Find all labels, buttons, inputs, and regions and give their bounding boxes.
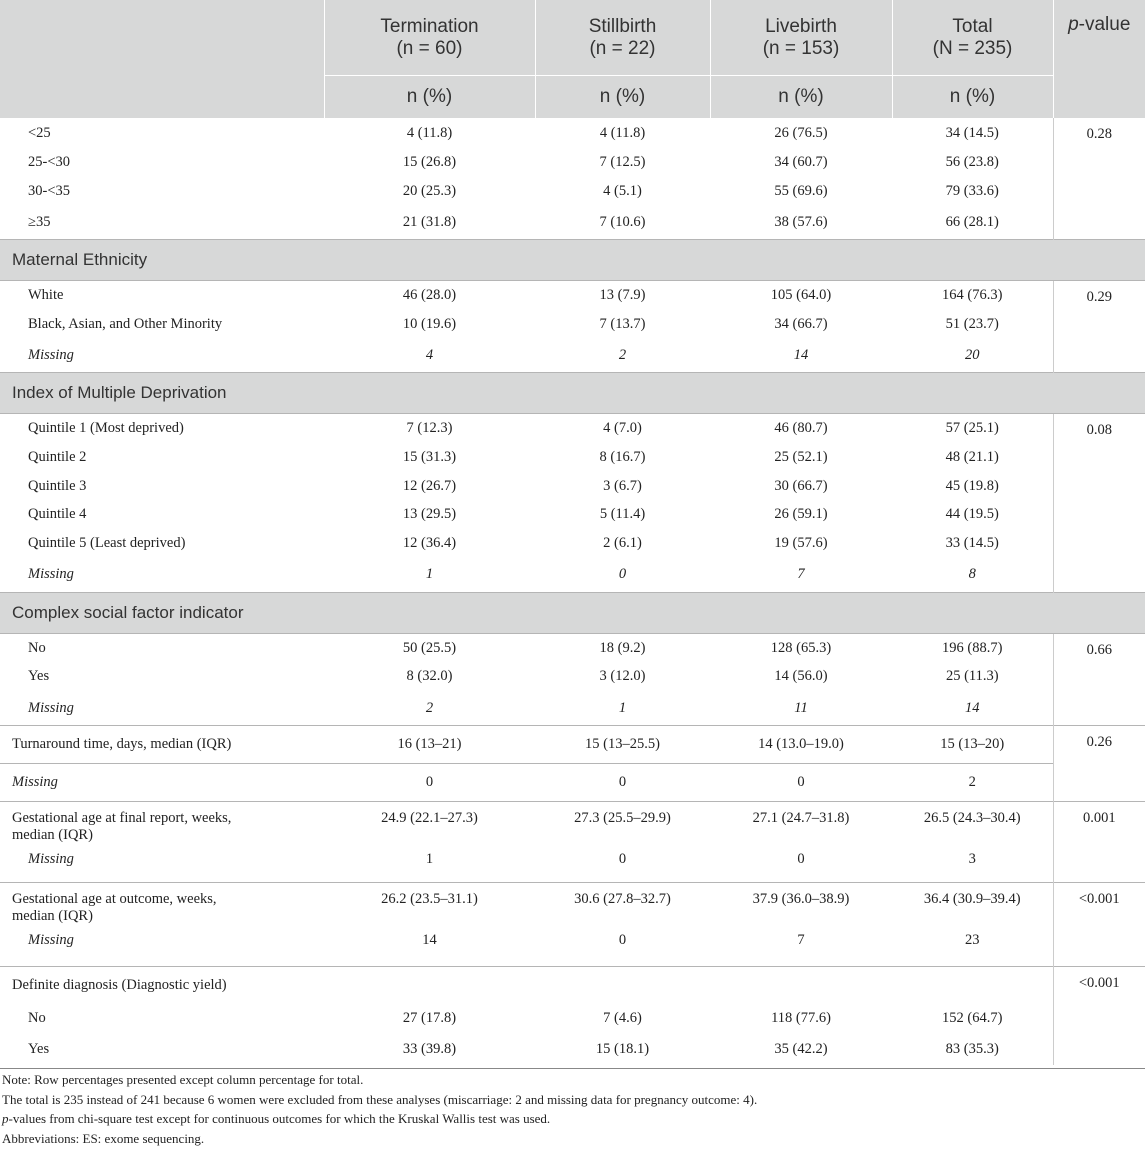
row-label-line: median (IQR) [12, 826, 93, 843]
col-name: Stillbirth [588, 15, 657, 37]
table-row [0, 281, 1145, 310]
table-row [0, 501, 1145, 530]
col-header-pvalue [1053, 0, 1145, 118]
col-unit: n (%) [710, 76, 892, 119]
cell: 26.2 (23.5–31.1) [324, 882, 535, 930]
cell: 34 (14.5) [945, 124, 999, 141]
table-row-missing [0, 691, 1145, 725]
col-unit: n (%) [892, 76, 1053, 119]
cell: 18 (9.2) [599, 639, 646, 656]
cell: 20 [965, 346, 980, 363]
cell: 164 (76.3) [942, 286, 1003, 303]
row-label-line: Gestational age at final report, weeks, [12, 809, 232, 826]
cell: 7 [797, 932, 805, 949]
pvalue-suffix: -value [1078, 14, 1131, 35]
table-row [0, 472, 1145, 501]
cell: 33 (39.8) [402, 1040, 457, 1057]
cell: 83 (35.3) [945, 1040, 999, 1057]
table-row [0, 414, 1145, 443]
table-row-missing [0, 763, 1145, 801]
footnote-text: -values from chi-square test except for continuous outcomes for which the Kruskal Wallis test was used. [8, 1111, 551, 1126]
table-row [0, 177, 1145, 206]
cell: 0 [324, 763, 535, 801]
col-header-termination [324, 0, 535, 76]
cell: 14 (13.0–19.0) [710, 725, 892, 763]
pvalue-cell: 0.26 [1053, 725, 1145, 801]
cell: 38 (57.6) [774, 213, 828, 230]
section-header-ethnicity [0, 240, 1145, 281]
col-unit: n (%) [324, 76, 535, 119]
cell: 27 (17.8) [402, 1010, 457, 1027]
row-label: Missing [28, 699, 74, 716]
pvalue-cell: 0.001 [1053, 801, 1145, 882]
row-label: ≥35 [28, 213, 51, 230]
pvalue-cell: <0.001 [1053, 966, 1145, 1065]
col-header-stillbirth [535, 0, 710, 76]
section-header-social [0, 592, 1145, 633]
cell: 8 [968, 566, 976, 583]
table-footnotes [0, 1068, 1145, 1148]
cell: 46 (80.7) [774, 420, 828, 437]
cell: 2 [425, 699, 434, 716]
col-header-total [892, 0, 1053, 76]
row-label: Quintile 2 [28, 448, 87, 465]
cell: 33 (14.5) [945, 535, 999, 552]
table-row [0, 206, 1145, 240]
cell: 0 [797, 851, 805, 868]
cell: 79 (33.6) [945, 182, 999, 199]
cell: 26 (59.1) [774, 506, 828, 523]
table-row [0, 633, 1145, 662]
row-label: Missing [28, 566, 74, 583]
pvalue-p: p [1068, 14, 1079, 35]
empty-cell [892, 966, 1053, 1004]
cell: 0 [710, 763, 892, 801]
section-header-imd [0, 373, 1145, 414]
table-row-missing [0, 339, 1145, 373]
row-label: Missing [0, 763, 324, 801]
cell: 0 [618, 851, 627, 868]
cell: 7 (10.6) [599, 213, 646, 230]
cell: 48 (21.1) [945, 448, 999, 465]
cell: 10 (19.6) [402, 315, 457, 332]
cell: 14 [793, 346, 809, 363]
row-label: Missing [28, 851, 74, 868]
cell: 4 (11.8) [406, 124, 453, 141]
table-row [0, 310, 1145, 339]
cell: 8 (32.0) [406, 668, 453, 685]
cell: 27.1 (24.7–31.8) [710, 801, 892, 849]
row-label [0, 882, 324, 930]
cell: 57 (25.1) [945, 420, 999, 437]
cell: 1 [425, 566, 434, 583]
cell: 15 (26.8) [402, 153, 457, 170]
col-header-livebirth [710, 0, 892, 76]
section-title: Index of Multiple Deprivation [0, 373, 1145, 414]
cell: 11 [794, 699, 808, 716]
cell: 7 (4.6) [603, 1010, 642, 1027]
cell: 25 (11.3) [945, 668, 999, 685]
col-n: (N = 235) [932, 37, 1013, 59]
cell: 3 (12.0) [599, 668, 646, 685]
empty-cell [324, 966, 535, 1004]
header-row [0, 0, 1145, 76]
table-row-turnaround [0, 725, 1145, 763]
cell: 37.9 (36.0–38.9) [710, 882, 892, 930]
cell: 105 (64.0) [770, 286, 832, 303]
cell: 14 [422, 932, 437, 949]
col-name: Total [952, 15, 993, 37]
cell: 23 [965, 932, 980, 949]
cell: 56 (23.8) [945, 153, 999, 170]
footnote: The total is 235 instead of 241 because 6 women were excluded from these analyses (miscarriage: 2 and missing data for pregnancy outcome: 4). [2, 1091, 758, 1107]
cell: 7 [797, 566, 805, 583]
cell: 14 [965, 699, 980, 716]
cell: 7 (12.5) [599, 153, 646, 170]
row-label: Yes [28, 1040, 50, 1057]
cell: 0 [618, 566, 627, 583]
col-unit: n (%) [535, 76, 710, 119]
table-row [0, 1033, 1145, 1065]
cell: 30 (66.7) [774, 477, 828, 494]
cell: 14 (56.0) [774, 668, 828, 685]
row-label: Quintile 5 (Least deprived) [28, 535, 186, 552]
section-title: Complex social factor indicator [0, 592, 1145, 633]
cell: 128 (65.3) [770, 639, 832, 656]
row-label: White [28, 286, 64, 303]
cell: 15 (13–20) [892, 725, 1053, 763]
table-row [0, 148, 1145, 177]
cell: 0 [535, 763, 710, 801]
cell: 46 (28.0) [402, 286, 457, 303]
table-row-diagnosis [0, 966, 1145, 1004]
cell: 5 (11.4) [599, 506, 646, 523]
cell: 15 (13–25.5) [535, 725, 710, 763]
footnote: Note: Row percentages presented except column percentage for total. [2, 1072, 364, 1087]
cell: 19 (57.6) [774, 535, 828, 552]
table-row-missing [0, 849, 1145, 882]
cell: 44 (19.5) [945, 506, 999, 523]
pvalue-cell: <0.001 [1053, 882, 1145, 966]
cell: 36.4 (30.9–39.4) [892, 882, 1053, 930]
cell: 12 (36.4) [402, 535, 457, 552]
cell: 15 (18.1) [595, 1040, 650, 1057]
cell: 4 [425, 346, 434, 363]
col-name: Termination [380, 15, 479, 37]
pvalue-cell: 0.08 [1053, 414, 1145, 592]
cell: 1 [618, 699, 627, 716]
cell: 2 [618, 346, 627, 363]
row-label: 30-<35 [28, 182, 71, 199]
cell: 26.5 (24.3–30.4) [892, 801, 1053, 849]
row-label: Definite diagnosis (Diagnostic yield) [0, 966, 324, 1004]
cell: 2 [892, 763, 1053, 801]
pvalue-cell: 0.29 [1053, 281, 1145, 373]
row-label-line: Gestational age at outcome, weeks, [12, 890, 217, 907]
cell: 4 (5.1) [603, 182, 642, 199]
col-n: (n = 22) [589, 37, 656, 59]
row-label: Quintile 1 (Most deprived) [28, 420, 184, 437]
row-label: 25-<30 [28, 153, 71, 170]
row-label-line: median (IQR) [12, 907, 93, 924]
table-row [0, 529, 1145, 558]
cell: 12 (26.7) [402, 477, 457, 494]
table-row [0, 443, 1145, 472]
footnote-italic-p: p [2, 1111, 9, 1126]
table-row-ga-outcome [0, 882, 1145, 930]
col-name: Livebirth [765, 15, 837, 37]
cell: 25 (52.1) [774, 448, 828, 465]
cell: 4 (11.8) [599, 124, 646, 141]
cell: 3 (6.7) [603, 477, 642, 494]
cell: 118 (77.6) [771, 1010, 831, 1027]
cell: 20 (25.3) [402, 182, 457, 199]
row-label: Quintile 4 [28, 506, 87, 523]
cell: 30.6 (27.8–32.7) [535, 882, 710, 930]
row-label: Missing [28, 346, 74, 363]
cell: 35 (42.2) [774, 1040, 828, 1057]
row-label: <25 [28, 124, 51, 141]
cell: 34 (66.7) [774, 315, 828, 332]
empty-cell [710, 966, 892, 1004]
cell: 4 (7.0) [603, 420, 642, 437]
table-row [0, 118, 1145, 148]
cell: 21 (31.8) [402, 213, 457, 230]
footnote [0, 1109, 1145, 1129]
cell: 50 (25.5) [402, 639, 457, 656]
table-row [0, 1004, 1145, 1033]
cell: 34 (60.7) [774, 153, 828, 170]
cell: 13 (7.9) [599, 286, 646, 303]
pvalue-cell: 0.28 [1053, 118, 1145, 240]
cell: 0 [618, 932, 627, 949]
cell: 1 [425, 851, 434, 868]
cell: 2 (6.1) [603, 535, 642, 552]
cell: 7 (12.3) [406, 420, 453, 437]
row-label: No [28, 1010, 46, 1027]
cell: 55 (69.6) [774, 182, 828, 199]
table-row [0, 662, 1145, 691]
cell: 152 (64.7) [942, 1010, 1003, 1027]
cell: 66 (28.1) [945, 213, 999, 230]
row-label: No [28, 639, 46, 656]
cell: 26 (76.5) [774, 124, 828, 141]
cell: 13 (29.5) [402, 506, 457, 523]
col-n: (n = 153) [762, 37, 840, 59]
table-row-missing [0, 558, 1145, 592]
cell: 15 (31.3) [402, 448, 457, 465]
row-label: Missing [28, 932, 74, 949]
footnote: Abbreviations: ES: exome sequencing. [2, 1130, 205, 1146]
table-row-ga-report [0, 801, 1145, 849]
row-label: Turnaround time, days, median (IQR) [0, 725, 324, 763]
cell: 16 (13–21) [324, 725, 535, 763]
row-label [0, 801, 324, 849]
row-label: Yes [28, 668, 50, 685]
header-blank-cell [0, 0, 324, 118]
section-title: Maternal Ethnicity [0, 240, 1145, 281]
cell: 7 (13.7) [599, 315, 646, 332]
cell: 27.3 (25.5–29.9) [535, 801, 710, 849]
cell: 51 (23.7) [945, 315, 999, 332]
table-row-missing [0, 930, 1145, 966]
col-n: (n = 60) [396, 37, 463, 59]
cell: 8 (16.7) [599, 448, 646, 465]
pvalue-cell: 0.66 [1053, 633, 1145, 725]
cell: 3 [968, 851, 976, 868]
cell: 24.9 (22.1–27.3) [324, 801, 535, 849]
cell: 45 (19.8) [945, 477, 999, 494]
row-label: Black, Asian, and Other Minority [28, 315, 223, 332]
cell: 196 (88.7) [942, 639, 1003, 656]
row-label: Quintile 3 [28, 477, 87, 494]
empty-cell [535, 966, 710, 1004]
